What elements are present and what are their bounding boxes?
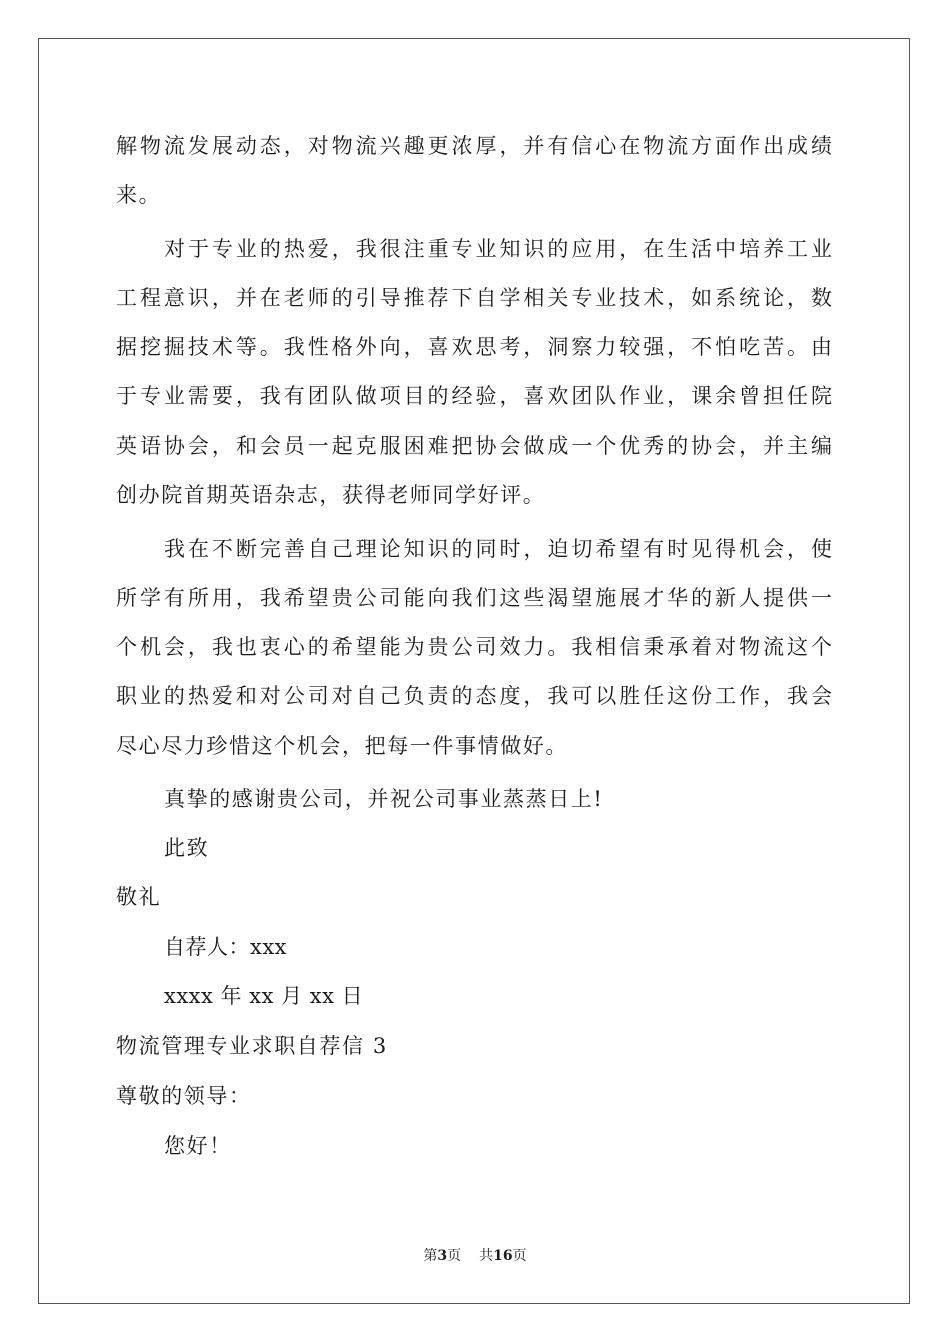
page-footer (0, 1245, 950, 1265)
salutation: 尊敬的领导： (116, 1084, 252, 1108)
greeting: 您好！ (164, 1134, 232, 1158)
text-line: 于专业需要，我有团队做项目的经验，喜欢团队作业，课余曾担任院 (116, 384, 832, 408)
text-line: 尽心尽力珍惜这个机会，把每一件事情做好。 (116, 734, 568, 758)
text-line: 解物流发展动态，对物流兴趣更浓厚，并有信心在物流方面作出成绩 (116, 134, 832, 158)
text-line: 我在不断完善自己理论知识的同时，迫切希望有时见得机会，使 (164, 537, 832, 561)
text-line: 工程意识，并在老师的引导推荐下自学相关专业技术，如系统论，数 (116, 286, 832, 310)
text-line: 来。 (116, 183, 162, 207)
text-line: 英语协会，和会员一起克服困难把协会做成一个优秀的协会，并主编 (116, 434, 832, 458)
page-current: 3 (437, 1248, 448, 1264)
total-pages: 16 (493, 1248, 513, 1264)
section-heading: 物流管理专业求职自荐信 3 (116, 1034, 388, 1058)
text-line: 据挖掘技术等。我性格外向，喜欢思考，洞察力较强，不怕吃苦。由 (116, 335, 832, 359)
date-line: xxxx 年 xx 月 xx 日 (164, 984, 364, 1008)
page-prefix: 第 (423, 1248, 438, 1264)
text-line: 真挚的感谢贵公司，并祝公司事业蒸蒸日上! (164, 787, 604, 811)
text-line: 所学有所用，我希望贵公司能向我们这些渴望施展才华的新人提供一 (116, 586, 832, 610)
text-line: 职业的热爱和对公司对自己负责的态度，我可以胜任这份工作，我会 (116, 684, 832, 708)
signature-line: 自荐人：xxx (164, 935, 288, 959)
total-prefix: 共 (479, 1248, 494, 1264)
text-line: 个机会，我也衷心的希望能为贵公司效力。我相信秉承着对物流这个 (116, 635, 832, 659)
text-line: 此致 (164, 836, 210, 860)
text-line: 对于专业的热爱，我很注重专业知识的应用，在生活中培养工业 (164, 237, 832, 261)
text-line: 敬礼 (116, 885, 162, 909)
total-suffix: 页 (512, 1248, 527, 1264)
text-line: 创办院首期英语杂志，获得老师同学好评。 (116, 483, 546, 507)
page-suffix: 页 (447, 1248, 462, 1264)
